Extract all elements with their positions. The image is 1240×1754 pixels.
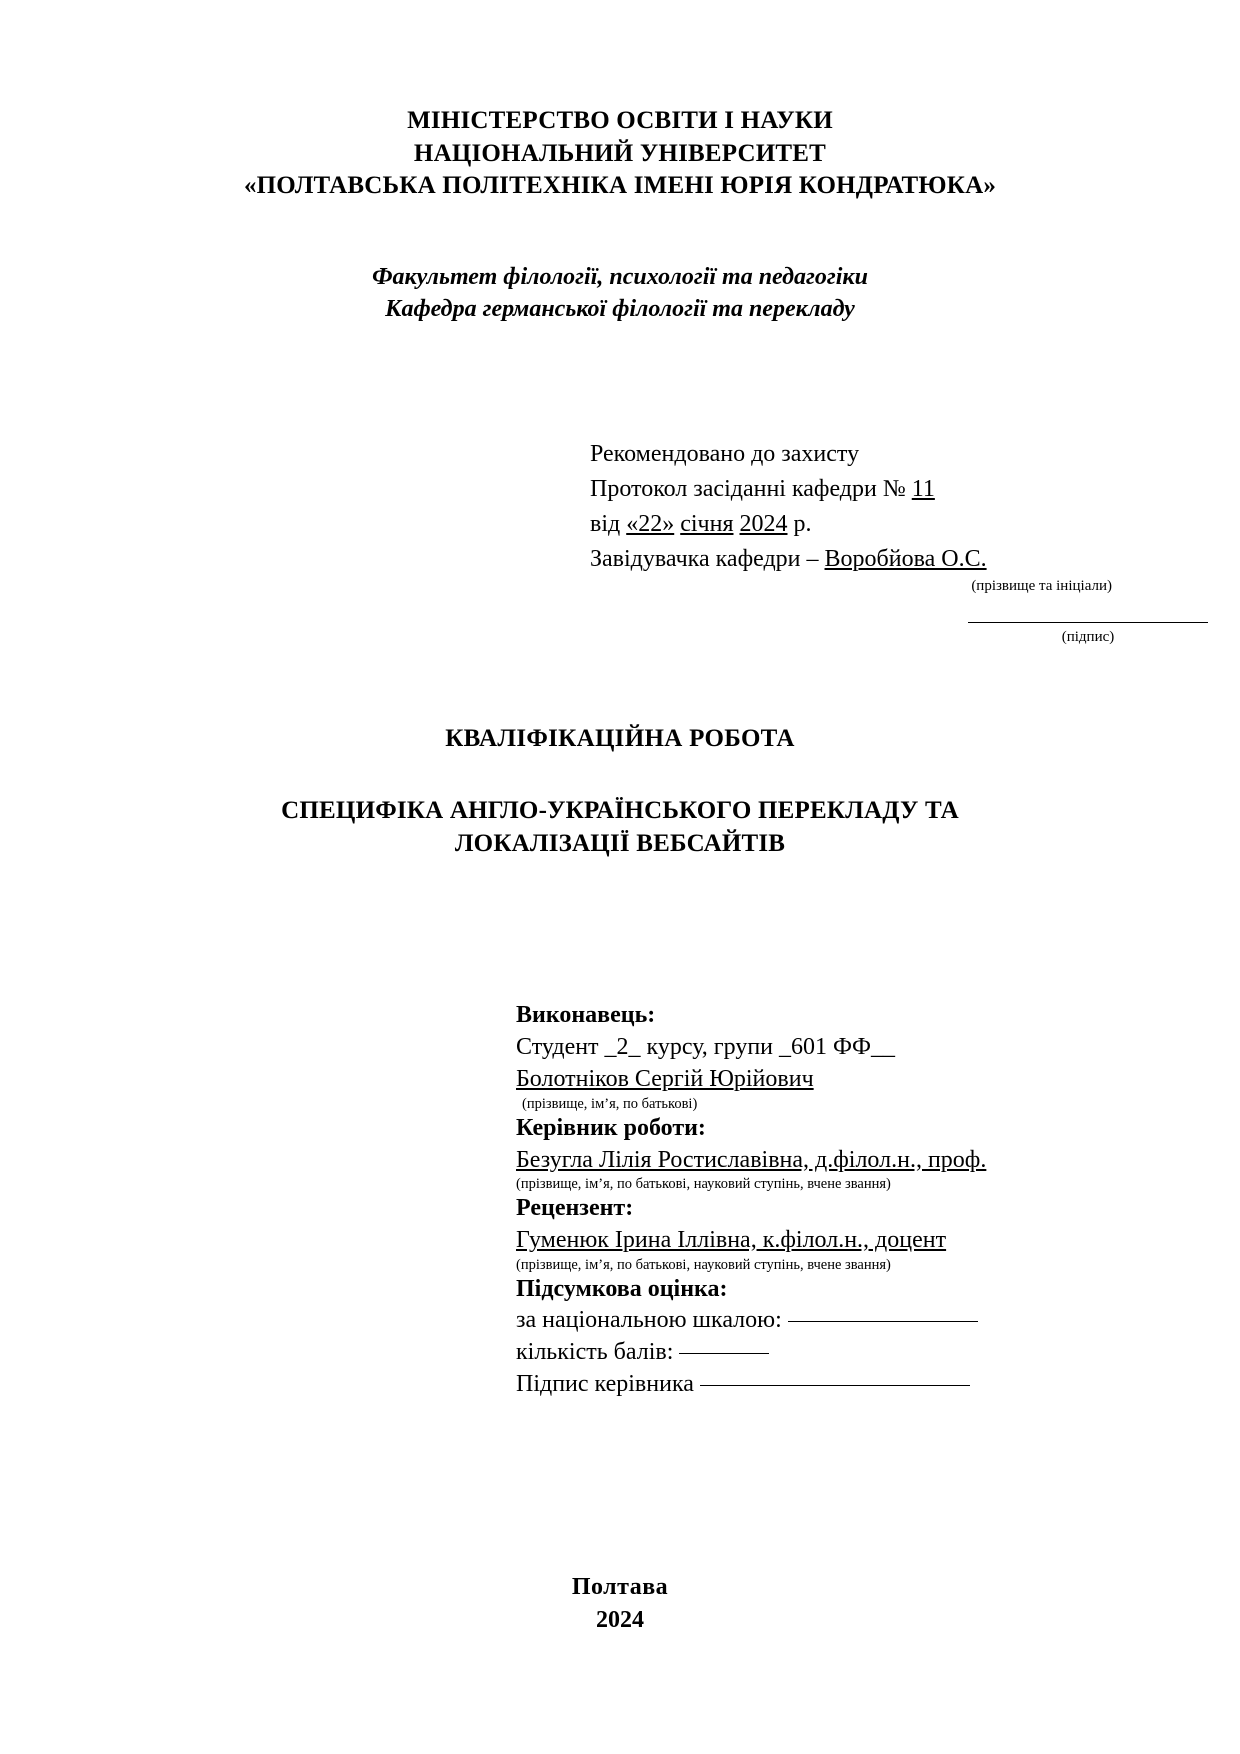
supervisor-signature-blank [700, 1385, 970, 1386]
date-prefix: від [590, 510, 621, 537]
faculty-block [120, 261, 1120, 326]
supervisor-signature-line [516, 1369, 1076, 1401]
date-month: січня [680, 510, 734, 537]
signature-note: (підпис) [1061, 629, 1115, 646]
protocol-label: Протокол засіданні кафедри № [590, 476, 906, 503]
student-middle: курсу, групи [646, 1034, 774, 1061]
head-name: Воробйова О.С. [824, 545, 987, 572]
faculty-line: Факультет філології, психології та педагогіки [372, 263, 868, 290]
approval-block [590, 437, 1120, 649]
recommended-line: Рекомендовано до захисту [590, 441, 860, 468]
protocol-number: 11 [911, 476, 935, 503]
head-label: Завідувачка кафедри – [590, 545, 819, 572]
title-line-1: СПЕЦИФІКА АНГЛО-УКРАЇНСЬКОГО ПЕРЕКЛАДУ ТА [281, 797, 959, 825]
supervisor-signature-label: Підпис керівника [516, 1371, 694, 1398]
national-scale-line [516, 1305, 1076, 1337]
final-grade-label: Підсумкова оцінка: [516, 1275, 728, 1302]
university-line-2: «ПОЛТАВСЬКА ПОЛІТЕХНІКА ІМЕНІ ЮРІЯ КОНДРАТЮКА» [243, 172, 997, 199]
student-prefix: Студент [516, 1034, 599, 1061]
organization-block [120, 105, 1120, 203]
reviewer-name: Гуменюк Ірина Іллівна, к.філол.н., доцент [516, 1227, 947, 1253]
points-blank [679, 1353, 769, 1354]
head-name-note: (прізвище та ініціали) [971, 578, 1112, 595]
student-line [516, 1032, 1076, 1064]
page-title [120, 795, 1120, 860]
university-line-1: НАЦІОНАЛЬНИЙ УНІВЕРСИТЕТ [413, 139, 827, 167]
date-line [590, 507, 1120, 542]
ministry-line: МІНІСТЕРСТВО ОСВІТИ І НАУКИ [407, 107, 833, 134]
city: Полтава [571, 1574, 669, 1601]
title-line-2: ЛОКАЛІЗАЦІЇ ВЕБСАЙТІВ [454, 829, 786, 857]
points-line [516, 1337, 1076, 1369]
performer-label: Виконавець: [516, 1002, 656, 1029]
student-group: _601 ФФ__ [779, 1034, 895, 1061]
date-day: «22» [626, 510, 675, 537]
reviewer-label: Рецензент: [516, 1195, 634, 1222]
document-kind: КВАЛІФІКАЦІЙНА РОБОТА [445, 725, 795, 753]
date-suffix: р. [793, 510, 812, 537]
supervisor-name: Безугла Лілія Ростиславівна, д.філол.н., проф. [516, 1146, 987, 1173]
reviewer-name-note: (прізвище, ім’я, по батькові, науковий ступінь, вчене звання) [516, 1256, 891, 1273]
student-course: _2_ [604, 1034, 641, 1061]
head-of-department-line [590, 542, 1120, 577]
points-label: кількість балів: [516, 1339, 674, 1366]
national-scale-blank [788, 1321, 978, 1322]
student-name-note: (прізвище, ім’я, по батькові) [522, 1095, 698, 1112]
national-scale-label: за національною шкалою: [516, 1307, 782, 1334]
student-name: Болотніков Сергій Юрійович [516, 1066, 814, 1093]
signature-blank-line [968, 621, 1208, 623]
supervisor-name-note: (прізвище, ім’я, по батькові, науковий ступінь, вчене звання) [516, 1176, 891, 1193]
authors-block [516, 1000, 1076, 1401]
footer-block [0, 1571, 1240, 1636]
department-line: Кафедра германської філології та перекладу [385, 295, 855, 322]
year: 2024 [596, 1606, 644, 1633]
date-year: 2024 [739, 510, 788, 537]
protocol-line [590, 472, 1120, 507]
supervisor-label: Керівник роботи: [516, 1114, 706, 1141]
